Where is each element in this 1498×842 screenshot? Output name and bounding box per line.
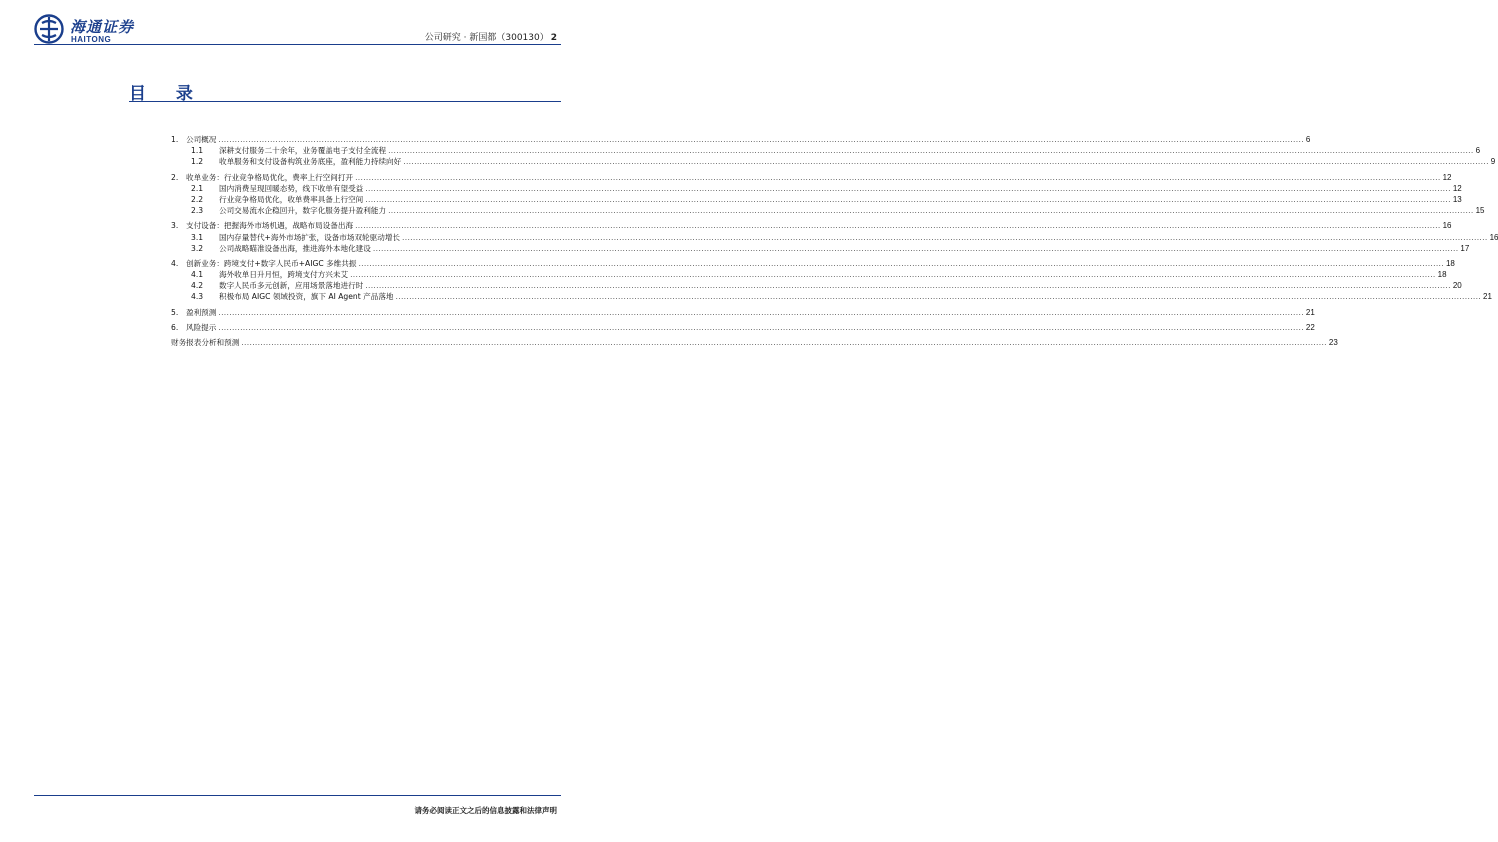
toc-entry-title: 盈利预测 xyxy=(186,307,217,317)
toc-entry-page: 6 xyxy=(1475,146,1481,156)
toc-entry[interactable] xyxy=(171,145,1481,156)
toc-dot-leader: ................................................................................................................................................................................................................................................................................................................................................................................................................ xyxy=(403,157,1489,167)
toc-entry-page: 16 xyxy=(1489,232,1498,242)
toc-entry-number: 2.1 xyxy=(191,183,204,193)
toc-entry-page: 23 xyxy=(1328,338,1338,347)
toc-entry-number: 2.3 xyxy=(191,206,204,216)
toc-dot-leader: ................................................................................................................................................................................................................................................................................................................................................................................................................ xyxy=(365,194,1451,204)
toc-entry-number: 5. xyxy=(171,307,179,317)
toc-dot-leader: ................................................................................................................................................................................................................................................................................................................................................................................................................ xyxy=(388,146,1474,156)
toc-entry[interactable] xyxy=(171,232,1498,243)
logo-chinese-text: 海通证券 xyxy=(70,18,135,36)
toc-entry[interactable] xyxy=(171,280,1462,291)
header-report-title: 公司研究 · 新国都（300130） xyxy=(424,33,549,43)
toc-entry[interactable] xyxy=(171,134,1311,145)
toc-entry-number: 1.2 xyxy=(191,157,204,167)
report-header xyxy=(425,30,557,43)
company-logo xyxy=(34,14,144,48)
toc-entry-title: 海外收单日升月恒，跨境支付方兴未艾 xyxy=(219,270,349,280)
toc-entry[interactable] xyxy=(171,183,1462,194)
toc-entry-page: 13 xyxy=(1452,194,1462,204)
toc-dot-leader: ................................................................................................................................................................................................................................................................................................................................................................................................................ xyxy=(218,135,1304,144)
toc-dot-leader: ................................................................................................................................................................................................................................................................................................................................................................................................................ xyxy=(388,206,1474,216)
toc-entry-number: 3.2 xyxy=(191,243,204,253)
toc-entry-page: 16 xyxy=(1442,221,1452,231)
toc-entry-title: 收单服务和支付设备构筑业务底座，盈利能力持续向好 xyxy=(219,157,402,167)
toc-entry-title: 国内消费呈现回暖态势，线下收单有望受益 xyxy=(219,183,364,193)
toc-dot-leader: ................................................................................................................................................................................................................................................................................................................................................................................................................ xyxy=(355,221,1441,231)
toc-heading: 目 录 xyxy=(129,84,205,104)
toc-dot-leader: ................................................................................................................................................................................................................................................................................................................................................................................................................ xyxy=(218,322,1304,332)
footer-disclaimer: 请务必阅读正文之后的信息披露和法律声明 xyxy=(414,806,557,815)
toc-entry-number: 2.2 xyxy=(191,194,204,204)
toc-entry-number: 4.2 xyxy=(191,281,204,291)
toc-dot-leader: ................................................................................................................................................................................................................................................................................................................................................................................................................ xyxy=(402,232,1488,242)
toc-dot-leader: ................................................................................................................................................................................................................................................................................................................................................................................................................ xyxy=(372,243,1459,253)
toc-dot-leader: ................................................................................................................................................................................................................................................................................................................................................................................................................ xyxy=(241,338,1327,347)
toc-entry-page: 15 xyxy=(1475,206,1485,216)
toc-entry-title: 风险提示 xyxy=(186,322,217,332)
toc-dot-leader: ................................................................................................................................................................................................................................................................................................................................................................................................................ xyxy=(365,183,1451,193)
toc-entry[interactable] xyxy=(171,156,1496,167)
toc-entry[interactable] xyxy=(171,220,1452,231)
toc-entry-number: 1. xyxy=(171,135,179,144)
toc-entry[interactable] xyxy=(171,172,1452,183)
toc-entry-title: 公司交易流水企稳回升，数字化服务提升盈利能力 xyxy=(219,206,387,216)
toc-entry-number: 3.1 xyxy=(191,232,204,242)
toc-dot-leader: ................................................................................................................................................................................................................................................................................................................................................................................................................ xyxy=(365,281,1451,291)
haitong-logo-icon xyxy=(34,14,64,44)
toc-entry[interactable] xyxy=(171,205,1485,216)
toc-entry-number: 3. xyxy=(171,221,179,231)
toc-entry-title: 数字人民币多元创新，应用场景落地进行时 xyxy=(219,281,364,291)
toc-entry-page: 18 xyxy=(1445,258,1455,268)
toc-dot-leader: ................................................................................................................................................................................................................................................................................................................................................................................................................ xyxy=(358,258,1444,268)
toc-entry-page: 21 xyxy=(1305,307,1315,317)
toc-entry-page: 12 xyxy=(1442,172,1452,182)
toc-dot-leader: ................................................................................................................................................................................................................................................................................................................................................................................................................ xyxy=(350,270,1436,280)
toc-entry-number: 2. xyxy=(171,172,179,182)
toc-entry-page: 22 xyxy=(1305,322,1315,332)
toc-entry-title: 深耕支付服务二十余年，业务覆盖电子支付全流程 xyxy=(219,146,387,156)
header-page-number: 2 xyxy=(550,33,557,43)
toc-entry-title: 支付设备：把握海外市场机遇，战略布局设备出海 xyxy=(186,221,354,231)
toc-entry[interactable] xyxy=(171,322,1315,333)
toc-entry-number: 1.1 xyxy=(191,146,204,156)
header-divider xyxy=(34,44,561,45)
toc-entry-page: 6 xyxy=(1305,135,1311,144)
toc-entry[interactable] xyxy=(171,337,1338,348)
toc-entry-title: 积极布局 AIGC 领域投资，旗下 AI Agent 产品落地 xyxy=(219,292,394,302)
toc-dot-leader: ................................................................................................................................................................................................................................................................................................................................................................................................................ xyxy=(355,172,1441,182)
toc-entry-title: 财务报表分析和预测 xyxy=(171,338,240,347)
toc-entry-page: 18 xyxy=(1437,270,1447,280)
toc-entry-title: 创新业务：跨境支付+数字人民币+AIGC 多维共振 xyxy=(186,258,357,268)
toc-entry[interactable] xyxy=(171,258,1455,269)
toc-entry-number: 4.1 xyxy=(191,270,204,280)
footer-divider xyxy=(34,795,561,796)
toc-entry[interactable] xyxy=(171,307,1315,318)
toc-entry-title: 公司概况 xyxy=(186,135,217,144)
logo-english-text: HAITONG xyxy=(71,35,112,44)
toc-entry-number: 4. xyxy=(171,258,179,268)
toc-entry-page: 9 xyxy=(1490,157,1496,167)
toc-entry-page: 21 xyxy=(1483,292,1492,302)
toc-entry-number: 4.3 xyxy=(191,292,204,302)
toc-entry-page: 12 xyxy=(1452,183,1462,193)
toc-entry[interactable] xyxy=(171,291,1492,302)
toc-dot-leader: ................................................................................................................................................................................................................................................................................................................................................................................................................ xyxy=(395,292,1482,302)
toc-heading-divider xyxy=(129,101,561,102)
toc-entry[interactable] xyxy=(171,269,1447,280)
toc-entry-number: 6. xyxy=(171,322,179,332)
toc-entry-page: 20 xyxy=(1452,281,1462,291)
table-of-contents xyxy=(171,134,1498,348)
toc-entry-title: 行业竞争格局优化，收单费率具备上行空间 xyxy=(219,194,364,204)
toc-entry-title: 国内存量替代+海外市场扩张，设备市场双轮驱动增长 xyxy=(219,232,401,242)
toc-entry-title: 收单业务：行业竞争格局优化，费率上行空间打开 xyxy=(186,172,354,182)
toc-entry-title: 公司战略瞄准设备出海，推进海外本地化建设 xyxy=(219,243,371,253)
toc-dot-leader: ................................................................................................................................................................................................................................................................................................................................................................................................................ xyxy=(218,307,1304,317)
toc-entry[interactable] xyxy=(171,243,1470,254)
toc-entry-page: 17 xyxy=(1460,243,1470,253)
toc-entry[interactable] xyxy=(171,194,1462,205)
